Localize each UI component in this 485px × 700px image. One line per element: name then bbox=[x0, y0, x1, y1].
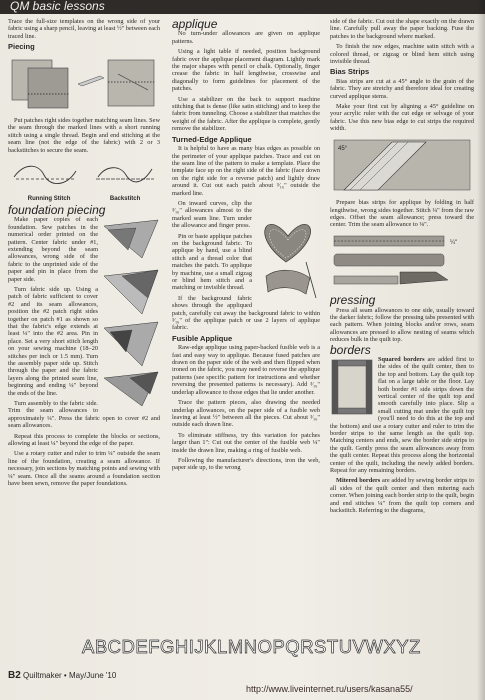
page-number: B2 bbox=[8, 670, 21, 681]
column-3 bbox=[330, 18, 474, 518]
mitered-borders-lead: Mitered borders bbox=[336, 477, 381, 485]
alphabet-template-strip: ABCDEFGHIJKLMNOPQRSTUVWXYZ bbox=[82, 636, 421, 657]
magazine-credit: Quiltmaker • May/June '10 bbox=[23, 671, 117, 680]
applique-paragraph-2: Using a light table if needed, position background fabric over the applique placement diagram. Lightly mark the major shapes with pencil or chalk. Optionally, finger crease the fabric in half lengthwise, crosswise and diagonally to form guidelines for placement of the patches. bbox=[172, 48, 320, 93]
bias-strips-heading: Bias Strips bbox=[330, 67, 370, 77]
fusible-paragraph-2: Trace the pattern pieces, also drawing the needed underlap allowances, on the paper side of a fusible web leaving at least ½" between all the pieces. Cut about ³⁄₁₆" outside each drawn line. bbox=[172, 399, 320, 429]
fusible-paragraph-3: To eliminate stiffness, try this variation for patches larger than 1": Cut out the center of the fusible web ¼" inside the drawn line, making a ring of fusible web. bbox=[172, 431, 320, 454]
bias-paragraph-2: Make your first cut by aligning a 45° guideline on your acrylic ruler with the cut edge or selvage of your fabric. Use this new bias edge to cut strips the required width. bbox=[330, 103, 474, 133]
turned-edge-heading: Turned-Edge Applique bbox=[172, 134, 252, 144]
header-bar bbox=[0, 0, 485, 14]
fusible-paragraph-1: Raw-edge applique using paper-backed fusible web is a fast and easy way to applique. Because fused patches are drawn on the paper side of the web and then flipped when ironed on the fabric, you may need to reverse the applique patterns (see specific pattern for instructions and whether reversing the presented patterns is necessary). Add ³⁄₁₆" underlap allowance to those edges that lie under another. bbox=[172, 344, 320, 396]
foundation-paragraph-2: Turn fabric side up. Using a patch of fabric sufficient to cover #2 and its seam allowances, position the #2 patch right sides together on patch #1 as shown so that the fabric's edge extends at least ¼" into the #2 area. Pin in place. Set a very short stitch length on your sewing machine (18–20 stitches per inch or 1.5 mm). Turn the assembly paper side up. Stitch through the paper and the fabric layers along the printed seam line, beginning and ending ¼" beyond the ends of the line. bbox=[8, 285, 98, 397]
column-2 bbox=[172, 18, 320, 475]
mitered-borders-paragraph bbox=[330, 477, 474, 514]
fusible-paragraph-4: Following the manufacturer's directions, iron the web, paper side up, to the wrong bbox=[172, 456, 320, 472]
page-header-title: QM basic lessons bbox=[10, 0, 105, 13]
pressing-heading: pressing bbox=[330, 293, 376, 308]
turned-edge-paragraph-4: If the background fabric shows through the appliqued patch, carefully cut away the background fabric to within ³⁄₁₆" of the applique patch or use 2 layers of applique fabric. bbox=[172, 294, 320, 332]
squared-borders-text: are added first to the sides of the quilt center, then to the top and bottom. Lay the quilt top flat on a large table or the floor. Lay both border #1 side strips down the vertical center of the quilt top and smooth carefully into place. Slip a small cutting mat under the quilt top (you'll need to do this at the top and the bottom) and use a rotary cutter and ruler to trim the border strips to the same length as the quilt top. Matching centers and ends, sew the border side strips to the quilt. Gently press the seam allowances away from the quilt center. Repeat this process along the horizontal center of the quilt, including the newly added borders. Repeat for any remaining borders. bbox=[330, 355, 474, 475]
turned-edge-paragraph-2: On inward curves, clip the ³⁄₁₆" allowances almost to the marked seam line. Turn under the allowance and finger press. bbox=[172, 199, 252, 230]
borders-heading: borders bbox=[330, 342, 371, 357]
pressing-paragraph: Press all seam allowances to one side, usually toward the darker fabric; follow the pressing tabs presented with each pattern. When joining blocks and/or rows, seam allowances are pressed to allow nesting of seams which reduces bulk in the quilt top. bbox=[330, 306, 474, 344]
col3-paragraph-1: side of the fabric. Cut out the shape exactly on the drawn line. Carefully pull away the paper backing. Fuse the patches to the background where marked. bbox=[330, 18, 474, 40]
turned-edge-paragraph-1: It is helpful to have as many bias edges as possible on the perimeter of your applique patches. Trace and cut on the seam line of the pattern to make a template. Place the template face up on the right side of the fabric (face down on the right side for a reverse patch) and lightly draw around it. Cut out each patch about ³⁄₁₆" outside the marked line. bbox=[172, 145, 320, 197]
quarter-inch-label: ¼" bbox=[450, 239, 458, 246]
bias-ruler-illustration bbox=[330, 136, 474, 196]
turned-edge-paragraph-3: Pin or baste applique patches on the background fabric. To applique by hand, use a blind stitch and a thread color that matches the patch. To applique by machine, use a small zigzag or blind hem stitch and a matching or invisible thread. bbox=[172, 232, 252, 292]
bias-paragraph-1: Bias strips are cut at a 45° angle to the grain of the fabric. They are stretchy and therefore ideal for creating curved applique stems. bbox=[330, 77, 474, 100]
binding-shadow bbox=[477, 0, 485, 700]
backstitch-caption: Backstitch bbox=[109, 196, 141, 203]
fusible-applique-heading: Fusible Applique bbox=[172, 333, 233, 343]
angle-label: 45° bbox=[338, 145, 348, 152]
squared-borders-lead: Squared borders bbox=[378, 355, 425, 363]
heart-applique-illustration bbox=[256, 202, 320, 304]
col3-paragraph-2: To finish the raw edges, machine satin stitch with a colored thread, or zigzag or blind hem stitch using invisible thread. bbox=[330, 43, 474, 66]
column-1 bbox=[8, 18, 160, 491]
watermark-url[interactable]: http://www.liveinternet.ru/users/kasana55/ bbox=[246, 684, 413, 694]
foundation-diagrams bbox=[102, 218, 160, 410]
intro-paragraph: Trace the full-size templates on the wrong side of your fabric using a sharp pencil, leaving at least ½" between each traced line. bbox=[8, 18, 160, 40]
squared-border-diagram bbox=[330, 358, 374, 418]
applique-paragraph-3: Use a stabilizer on the back to support machine stitching that is dense (like satin stitching) and to keep the fabric from tunneling. Choose a stabilizer that matches the weight of the fabric. After the applique is complete, gently remove the stabilizer. bbox=[172, 95, 320, 133]
foundation-paragraph-4: Repeat this process to complete the blocks or sections, allowing at least ¼" beyond the edge of the paper. bbox=[8, 432, 160, 448]
running-stitch-caption: Running Stitch bbox=[27, 196, 71, 203]
stitch-illustration bbox=[8, 157, 160, 193]
bias-strip-illustration bbox=[330, 232, 474, 294]
mitered-borders-text: are added by sewing border strips to all sides of the quilt center and then mitering each corner. When joining each border strip to the quilt, begin and end stitches ¼" from the quilt top corners and backstitch. Referring to the diagrams, bbox=[330, 477, 475, 515]
foundation-paragraph-3: Turn assembly to the fabric side. Trim the seam allowances to approximately ¼". Press the fabric open to cover #2 and seam allowances. bbox=[8, 400, 160, 430]
foundation-paragraph-1: Make paper copies of each foundation. Sew patches in the numerical order printed on the pattern. Center fabric under #1, extending beyond the seam allowances, wrong side of the fabric to the unprinted side of the paper and pin in place from the paper side. bbox=[8, 216, 98, 283]
piecing-heading: Piecing bbox=[8, 42, 35, 52]
foundation-piecing-heading: foundation piecing bbox=[8, 202, 106, 217]
applique-paragraph-1: No turn-under allowances are given on applique patterns. bbox=[172, 30, 320, 45]
piecing-illustration bbox=[8, 54, 160, 114]
bias-paragraph-3: Prepare bias strips for applique by folding in half lengthwise, wrong sides together. Stitch ¼" from the raw edges. Offset the seam allowance; press toward the center. Trim the seam allowance to ⅛". bbox=[330, 199, 474, 229]
applique-heading: applique bbox=[172, 17, 218, 31]
page-footer bbox=[8, 670, 116, 681]
foundation-paragraph-5: Use a rotary cutter and ruler to trim ¼" outside the seam line of the foundation, creating a seam allowance. If necessary, join sections by matching points and sewing with ¼" seam. Once all the seams around a foundation section have been sewn, remove the paper foundations. bbox=[8, 450, 160, 488]
piecing-paragraph: Put patches right sides together matching seam lines. Sew the seam through the marked lines with a short running stitch using a single thread. Begin and end stitching at the seam line (not the edge of the fabric) with 2 or 3 backstitches to secure the seam. bbox=[8, 117, 160, 154]
